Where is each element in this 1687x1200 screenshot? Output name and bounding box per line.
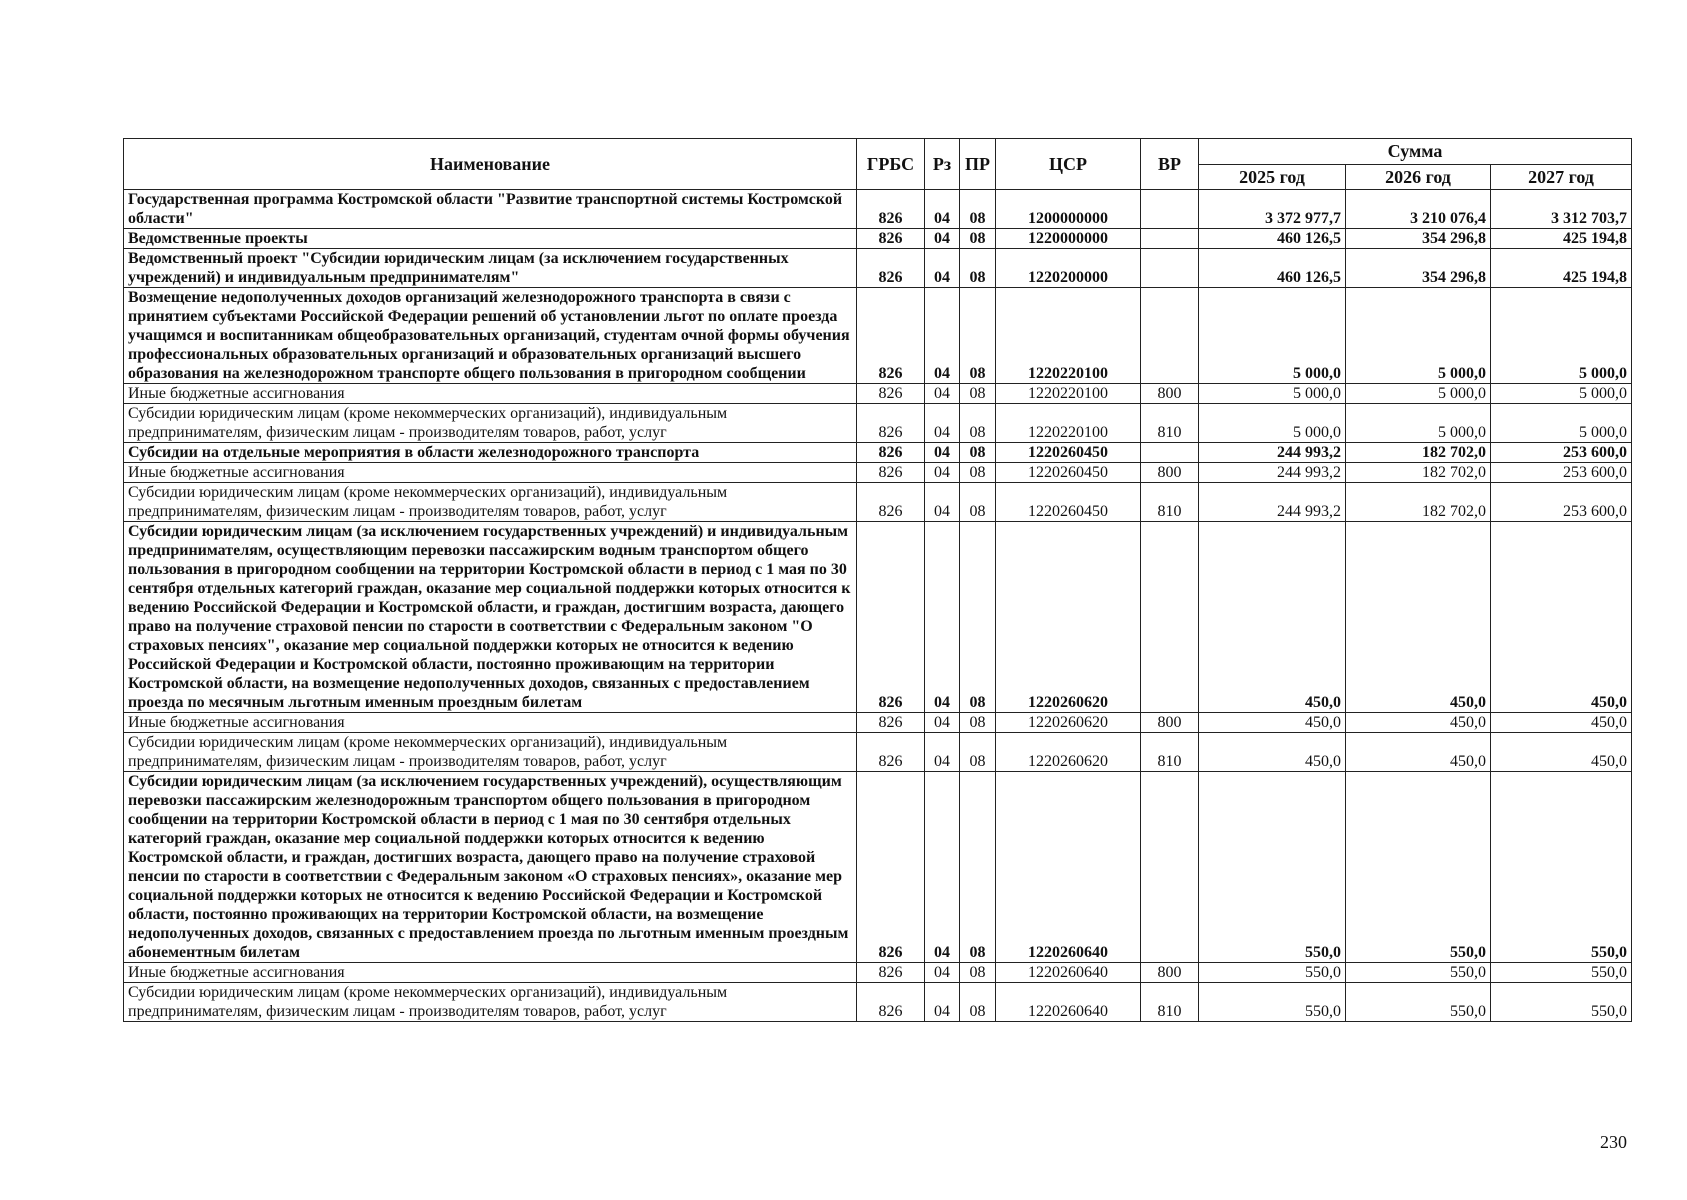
table-row [124, 249, 1632, 288]
cell-csr: 1220220100 [996, 288, 1141, 384]
cell-sum-2027: 425 194,8 [1491, 249, 1632, 288]
cell-vr: 800 [1141, 384, 1199, 404]
cell-csr: 1220260640 [996, 772, 1141, 963]
cell-name: Государственная программа Костромской области "Развитие транспортной системы Костромской области" [124, 190, 857, 229]
cell-sum-2025: 460 126,5 [1199, 249, 1346, 288]
cell-sum-2025: 5 000,0 [1199, 288, 1346, 384]
cell-sum-2027: 5 000,0 [1491, 288, 1632, 384]
table-row [124, 229, 1632, 249]
table-row [124, 983, 1632, 1022]
cell-csr: 1220260620 [996, 713, 1141, 733]
budget-table [123, 138, 1632, 1022]
cell-rz: 04 [925, 229, 960, 249]
cell-name: Иные бюджетные ассигнования [124, 384, 857, 404]
cell-grbs: 826 [857, 983, 925, 1022]
cell-sum-2026: 550,0 [1346, 772, 1491, 963]
cell-sum-2027: 253 600,0 [1491, 443, 1632, 463]
header-sum: Сумма [1199, 139, 1632, 165]
cell-pr: 08 [960, 404, 996, 443]
cell-sum-2026: 5 000,0 [1346, 404, 1491, 443]
cell-csr: 1220200000 [996, 249, 1141, 288]
cell-sum-2027: 253 600,0 [1491, 463, 1632, 483]
table-row [124, 288, 1632, 384]
cell-csr: 1220260640 [996, 983, 1141, 1022]
cell-csr: 1220220100 [996, 384, 1141, 404]
cell-sum-2026: 182 702,0 [1346, 463, 1491, 483]
cell-grbs: 826 [857, 190, 925, 229]
cell-rz: 04 [925, 190, 960, 229]
cell-sum-2025: 450,0 [1199, 522, 1346, 713]
cell-sum-2027: 550,0 [1491, 772, 1632, 963]
cell-sum-2026: 5 000,0 [1346, 288, 1491, 384]
cell-sum-2027: 5 000,0 [1491, 384, 1632, 404]
cell-vr [1141, 288, 1199, 384]
table-row [124, 483, 1632, 522]
cell-name: Ведомственный проект "Субсидии юридическим лицам (за исключением государственных учреждений) и индивидуальным предпринимателям" [124, 249, 857, 288]
cell-sum-2025: 3 372 977,7 [1199, 190, 1346, 229]
cell-sum-2026: 182 702,0 [1346, 483, 1491, 522]
table-row [124, 963, 1632, 983]
cell-grbs: 826 [857, 713, 925, 733]
header-rz: Рз [925, 139, 960, 190]
cell-sum-2026: 354 296,8 [1346, 249, 1491, 288]
page-number: 230 [1600, 1132, 1627, 1152]
cell-sum-2027: 425 194,8 [1491, 229, 1632, 249]
header-row [124, 139, 1632, 165]
cell-vr [1141, 190, 1199, 229]
cell-pr: 08 [960, 483, 996, 522]
table-body [124, 190, 1632, 1022]
cell-sum-2027: 450,0 [1491, 733, 1632, 772]
cell-sum-2026: 354 296,8 [1346, 229, 1491, 249]
cell-rz: 04 [925, 288, 960, 384]
cell-sum-2027: 550,0 [1491, 983, 1632, 1022]
cell-sum-2026: 182 702,0 [1346, 443, 1491, 463]
cell-rz: 04 [925, 772, 960, 963]
cell-sum-2027: 3 312 703,7 [1491, 190, 1632, 229]
header-grbs: ГРБС [857, 139, 925, 190]
cell-pr: 08 [960, 733, 996, 772]
cell-vr [1141, 443, 1199, 463]
table-row [124, 190, 1632, 229]
cell-rz: 04 [925, 443, 960, 463]
cell-name: Ведомственные проекты [124, 229, 857, 249]
cell-grbs: 826 [857, 249, 925, 288]
cell-pr: 08 [960, 463, 996, 483]
cell-grbs: 826 [857, 404, 925, 443]
cell-grbs: 826 [857, 288, 925, 384]
cell-sum-2025: 244 993,2 [1199, 463, 1346, 483]
cell-name: Субсидии юридическим лицам (кроме некоммерческих организаций), индивидуальным предпринимателям, физическим лицам - производителям товаров, работ, услуг [124, 983, 857, 1022]
cell-sum-2026: 550,0 [1346, 983, 1491, 1022]
cell-csr: 1220260640 [996, 963, 1141, 983]
cell-rz: 04 [925, 404, 960, 443]
cell-vr [1141, 522, 1199, 713]
cell-sum-2025: 550,0 [1199, 772, 1346, 963]
table-row [124, 443, 1632, 463]
cell-sum-2027: 5 000,0 [1491, 404, 1632, 443]
cell-sum-2027: 450,0 [1491, 522, 1632, 713]
cell-sum-2026: 3 210 076,4 [1346, 190, 1491, 229]
table-row [124, 384, 1632, 404]
cell-sum-2027: 550,0 [1491, 963, 1632, 983]
header-year-2026: 2026 год [1346, 165, 1491, 190]
cell-sum-2025: 460 126,5 [1199, 229, 1346, 249]
cell-vr: 810 [1141, 983, 1199, 1022]
cell-name: Иные бюджетные ассигнования [124, 713, 857, 733]
cell-sum-2025: 450,0 [1199, 733, 1346, 772]
cell-pr: 08 [960, 229, 996, 249]
table-row [124, 772, 1632, 963]
cell-sum-2026: 450,0 [1346, 522, 1491, 713]
cell-grbs: 826 [857, 384, 925, 404]
header-year-2027: 2027 год [1491, 165, 1632, 190]
cell-name: Субсидии юридическим лицам (кроме некоммерческих организаций), индивидуальным предпринимателям, физическим лицам - производителям товаров, работ, услуг [124, 483, 857, 522]
cell-rz: 04 [925, 522, 960, 713]
cell-vr: 810 [1141, 483, 1199, 522]
cell-sum-2025: 550,0 [1199, 963, 1346, 983]
cell-sum-2026: 450,0 [1346, 733, 1491, 772]
cell-sum-2027: 450,0 [1491, 713, 1632, 733]
header-vr: ВР [1141, 139, 1199, 190]
cell-grbs: 826 [857, 483, 925, 522]
cell-vr: 800 [1141, 463, 1199, 483]
cell-sum-2025: 450,0 [1199, 713, 1346, 733]
cell-sum-2027: 253 600,0 [1491, 483, 1632, 522]
cell-pr: 08 [960, 522, 996, 713]
cell-name: Субсидии юридическим лицам (кроме некоммерческих организаций), индивидуальным предпринимателям, физическим лицам - производителям товаров, работ, услуг [124, 404, 857, 443]
table-row [124, 404, 1632, 443]
cell-rz: 04 [925, 463, 960, 483]
table-row [124, 463, 1632, 483]
cell-rz: 04 [925, 963, 960, 983]
cell-rz: 04 [925, 249, 960, 288]
cell-vr: 800 [1141, 963, 1199, 983]
cell-name: Субсидии юридическим лицам (за исключением государственных учреждений), осуществляющим перевозки пассажирским железнодорожным транспортом общего пользования в пригородном сообщении на территории Костромской области в период с 1 мая по 30 сентября отдельных категорий граждан, оказание мер социальной поддержки которых относится к ведению Костромской области, и граждан, достигших возраста, дающего право на получение страховой пенсии по старости в соответствии с Федеральным законом «О страховых пенсиях», оказание мер социальной поддержки которых не относится к ведению Российской Федерации и Костромской области, постоянно проживающих на территории Костромской области, на возмещение недополученных доходов, связанных с предоставлением проезда по льготным именным проездным абонементным билетам [124, 772, 857, 963]
cell-sum-2025: 5 000,0 [1199, 404, 1346, 443]
cell-vr [1141, 229, 1199, 249]
cell-pr: 08 [960, 772, 996, 963]
cell-name: Возмещение недополученных доходов организаций железнодорожного транспорта в связи с принятием субъектами Российской Федерации решений об установлении льгот по оплате проезда учащимся и воспитанникам общеобразовательных организаций, студентам очной формы обучения профессиональных образовательных организаций и образовательных организаций высшего образования на железнодорожном транспорте общего пользования в пригородном сообщении [124, 288, 857, 384]
cell-name: Субсидии юридическим лицам (кроме некоммерческих организаций), индивидуальным предпринимателям, физическим лицам - производителям товаров, работ, услуг [124, 733, 857, 772]
cell-pr: 08 [960, 983, 996, 1022]
cell-name: Иные бюджетные ассигнования [124, 963, 857, 983]
cell-grbs: 826 [857, 229, 925, 249]
cell-grbs: 826 [857, 772, 925, 963]
cell-vr [1141, 772, 1199, 963]
cell-csr: 1200000000 [996, 190, 1141, 229]
cell-rz: 04 [925, 983, 960, 1022]
cell-name: Субсидии на отдельные мероприятия в области железнодорожного транспорта [124, 443, 857, 463]
cell-grbs: 826 [857, 522, 925, 713]
cell-rz: 04 [925, 733, 960, 772]
cell-sum-2026: 550,0 [1346, 963, 1491, 983]
cell-vr: 810 [1141, 404, 1199, 443]
cell-rz: 04 [925, 713, 960, 733]
cell-pr: 08 [960, 384, 996, 404]
cell-sum-2025: 5 000,0 [1199, 384, 1346, 404]
table-row [124, 733, 1632, 772]
cell-grbs: 826 [857, 463, 925, 483]
cell-sum-2025: 244 993,2 [1199, 443, 1346, 463]
cell-rz: 04 [925, 483, 960, 522]
cell-pr: 08 [960, 443, 996, 463]
header-name: Наименование [124, 139, 857, 190]
cell-sum-2025: 550,0 [1199, 983, 1346, 1022]
cell-csr: 1220260620 [996, 522, 1141, 713]
cell-csr: 1220260450 [996, 483, 1141, 522]
cell-csr: 1220260620 [996, 733, 1141, 772]
table-row [124, 713, 1632, 733]
cell-pr: 08 [960, 190, 996, 229]
cell-pr: 08 [960, 963, 996, 983]
cell-name: Иные бюджетные ассигнования [124, 463, 857, 483]
cell-pr: 08 [960, 288, 996, 384]
cell-grbs: 826 [857, 963, 925, 983]
cell-csr: 1220220100 [996, 404, 1141, 443]
cell-vr [1141, 249, 1199, 288]
header-pr: ПР [960, 139, 996, 190]
cell-csr: 1220260450 [996, 463, 1141, 483]
cell-vr: 800 [1141, 713, 1199, 733]
header-csr: ЦСР [996, 139, 1141, 190]
header-year-2025: 2025 год [1199, 165, 1346, 190]
cell-sum-2025: 244 993,2 [1199, 483, 1346, 522]
cell-csr: 1220000000 [996, 229, 1141, 249]
cell-pr: 08 [960, 249, 996, 288]
cell-csr: 1220260450 [996, 443, 1141, 463]
cell-pr: 08 [960, 713, 996, 733]
cell-rz: 04 [925, 384, 960, 404]
cell-sum-2026: 450,0 [1346, 713, 1491, 733]
cell-grbs: 826 [857, 733, 925, 772]
cell-sum-2026: 5 000,0 [1346, 384, 1491, 404]
table-row [124, 522, 1632, 713]
cell-name: Субсидии юридическим лицам (за исключением государственных учреждений) и индивидуальным предпринимателям, осуществляющим перевозки пассажирским водным транспортом общего пользования в пригородном сообщении на территории Костромской области в период с 1 мая по 30 сентября отдельных категорий граждан, оказание мер социальной поддержки которых относится к ведению Российской Федерации и Костромской области, и граждан, достигшим возраста, дающего право на получение страховой пенсии по старости в соответствии с Федеральным законом "О страховых пенсиях", оказание мер социальной поддержки которых не относится к ведению Российской Федерации и Костромской области, постоянно проживающим на территории Костромской области, на возмещение недополученных доходов, связанных с предоставлением проезда по месячным льготным именным проездным билетам [124, 522, 857, 713]
cell-grbs: 826 [857, 443, 925, 463]
cell-vr: 810 [1141, 733, 1199, 772]
